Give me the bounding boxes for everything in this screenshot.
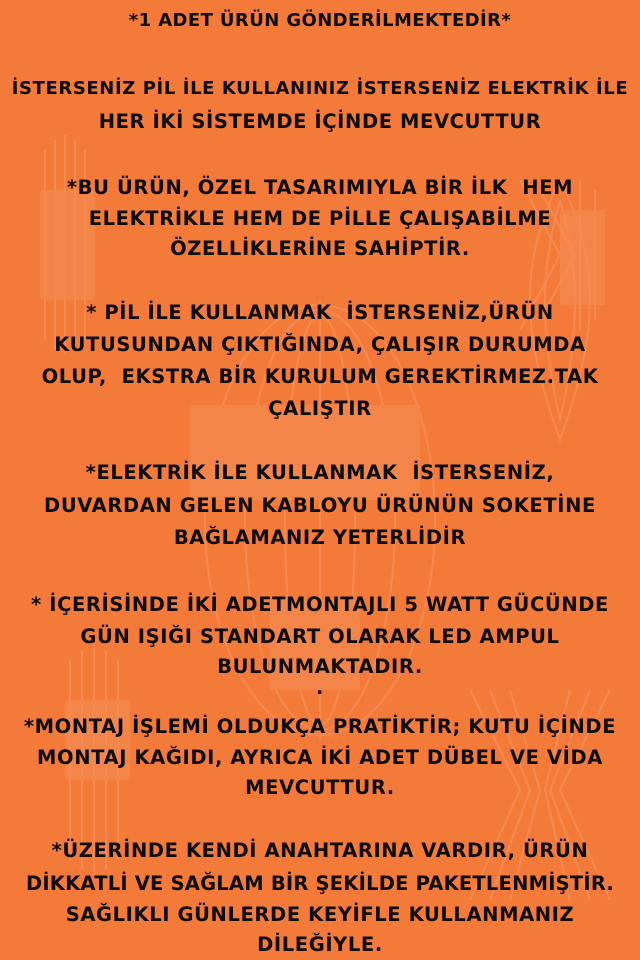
feature-2-line: * PİL İLE KULLANMAK İSTERSENİZ,ÜRÜN [86, 301, 554, 324]
feature-4-line: * İÇERİSİNDE İKİ ADETMONTAJLI 5 WATT GÜCÜNDE [31, 593, 609, 616]
feature-2-line: KUTUSUNDAN ÇIKTIĞINDA, ÇALIŞIR DURUMDA [54, 333, 586, 356]
feature-6-line: DİKKATLİ VE SAĞLAM BİR ŞEKİLDE PAKETLENMİŞTİR. [25, 872, 615, 895]
feature-4-line: BULUNMAKTADIR. [217, 655, 423, 678]
title: *1 ADET ÜRÜN GÖNDERİLMEKTEDİR* [128, 10, 512, 31]
feature-5-line: *MONTAJ İŞLEMİ OLDUKÇA PRATİKTİR; KUTU İÇİNDE [23, 715, 617, 738]
feature-2-line: ÇALIŞTIR [268, 397, 372, 420]
feature-3-line: BAĞLAMANIZ YETERLİDİR [173, 526, 467, 549]
feature-2-line: OLUP, EKSTRA BİR KURULUM GEREKTİRMEZ.TAK [41, 365, 599, 388]
feature-4-line: GÜN IŞIĞI STANDART OLARAK LED AMPUL [80, 625, 560, 648]
feature-3-line: *ELEKTRİK İLE KULLANMAK İSTERSENİZ, [85, 461, 555, 484]
feature-4-dot: . [315, 676, 324, 699]
feature-1-line: ELEKTRİKLE HEM DE PİLLE ÇALIŞABİLME [88, 207, 552, 230]
feature-6-line: DİLEĞİYLE. [257, 933, 383, 956]
feature-5-line: MONTAJ KAĞIDI, AYRICA İKİ ADET DÜBEL VE VİDA [37, 746, 603, 769]
intro-line: HER İKİ SİSTEMDE İÇİNDE MEVCUTTUR [98, 110, 542, 133]
feature-6-line: SAĞLIKLI GÜNLERDE KEYİFLE KULLANMANIZ [65, 903, 575, 926]
feature-3-line: DUVARDAN GELEN KABLOYU ÜRÜNÜN SOKETİNE [44, 494, 596, 517]
feature-1-line: ÖZELLİKLERİNE SAHİPTİR. [170, 237, 470, 260]
feature-5-line: MEVCUTTUR. [245, 776, 395, 799]
feature-1-line: *BU ÜRÜN, ÖZEL TASARIMIYLA BİR İLK HEM [66, 176, 574, 199]
intro-line: İSTERSENİZ PİL İLE KULLANINIZ İSTERSENİZ ELEKTRİK İLE [11, 78, 629, 99]
feature-6-line: *ÜZERİNDE KENDİ ANAHTARINA VARDIR, ÜRÜN [51, 839, 589, 862]
